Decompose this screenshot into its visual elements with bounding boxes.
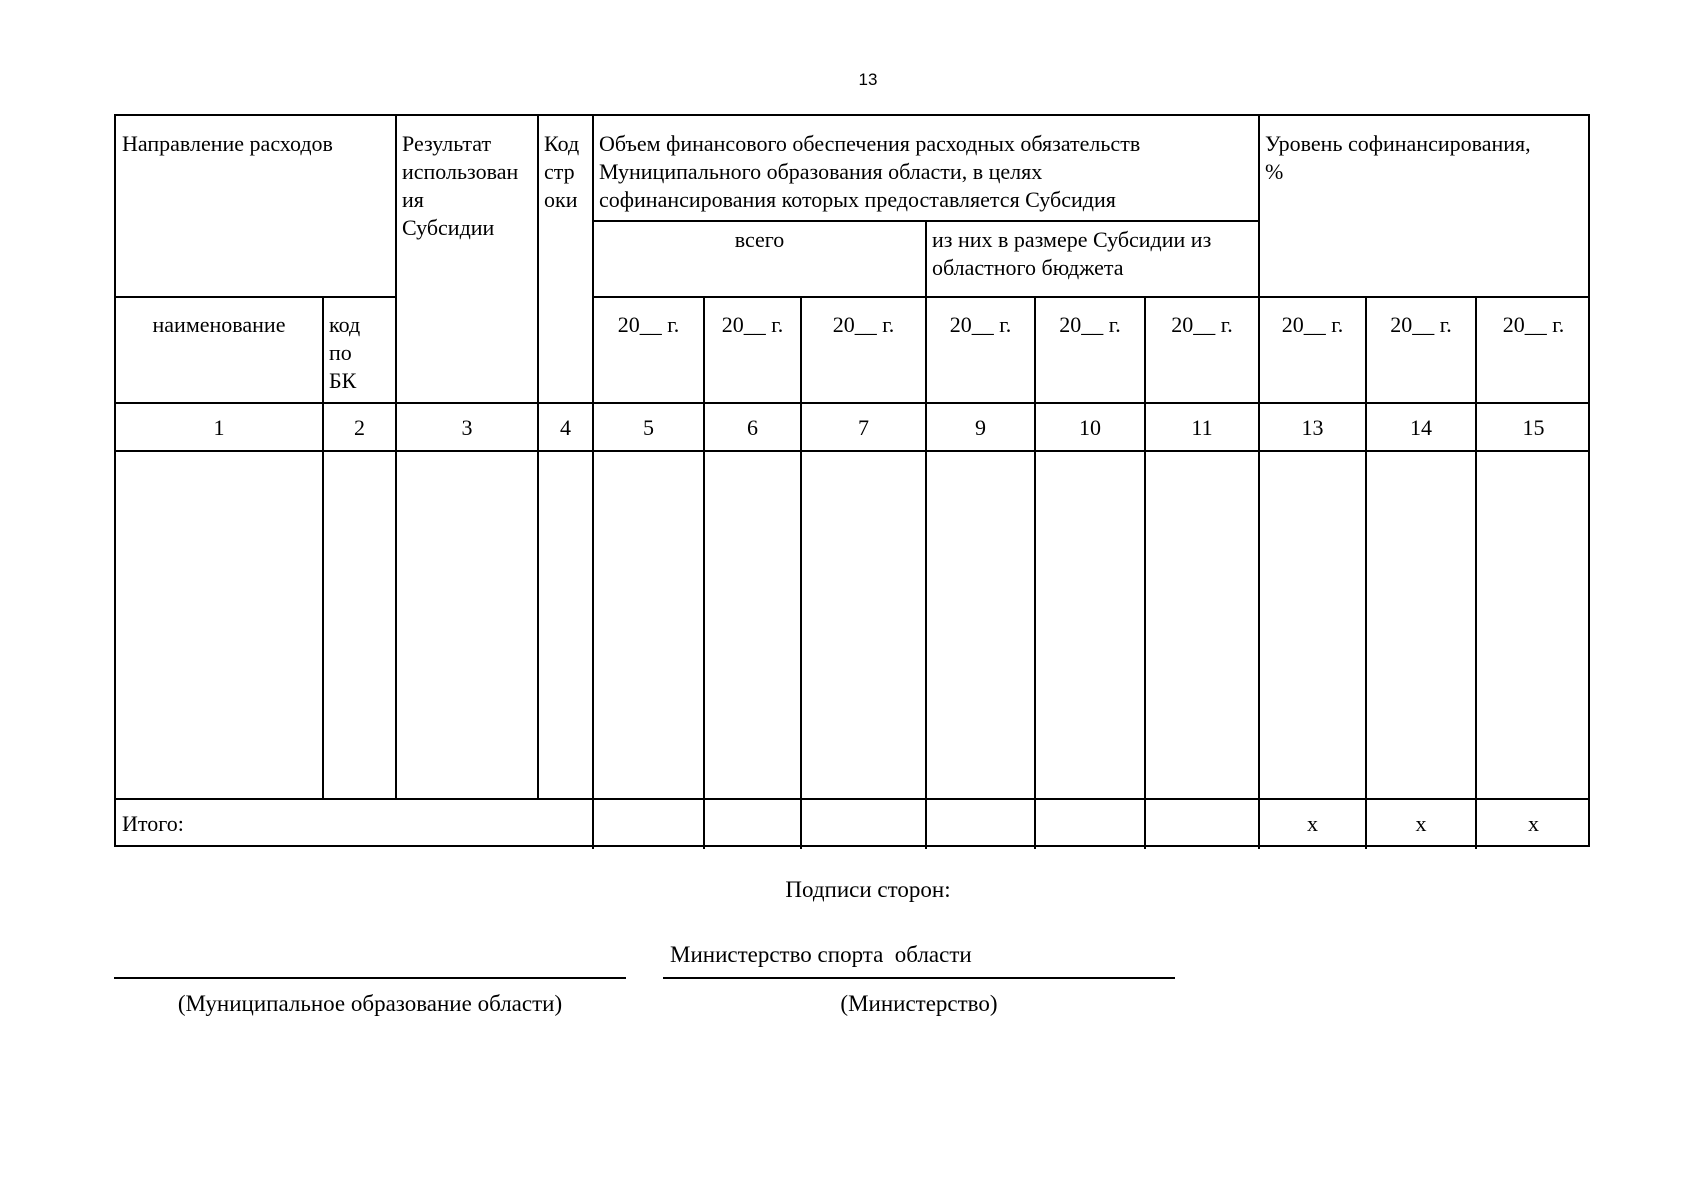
header-direction: Направление расходов (122, 131, 333, 156)
column-number: 14 (1410, 415, 1432, 440)
ministry-name: Министерство спорта области (670, 942, 972, 967)
header-year: 20__ г. (1281, 312, 1344, 337)
column-number: 9 (975, 415, 986, 440)
column-number: 5 (643, 415, 654, 440)
column-number: 10 (1079, 415, 1101, 440)
header-year: 20__ г. (721, 312, 784, 337)
line-h-total (116, 798, 1590, 800)
signature-line-municipality (114, 977, 626, 979)
header-year: 20__ г. (1171, 312, 1233, 337)
header-result: Результат использован ия Субсидии (402, 131, 519, 240)
line-v-col6 (703, 297, 705, 849)
header-total-sub: всего (734, 227, 785, 252)
header-year: 20__ г. (1390, 312, 1452, 337)
column-number: 13 (1301, 415, 1324, 440)
signatures-heading: Подписи сторон: (785, 877, 951, 902)
header-name: наименование (152, 312, 286, 337)
line-v-bk (322, 297, 324, 798)
column-number: 2 (354, 415, 365, 440)
line-h-years-right (592, 296, 1590, 298)
header-year: 20__ г. (949, 312, 1012, 337)
line-h-numbers-bottom (116, 450, 1590, 452)
column-number: 6 (747, 415, 758, 440)
ministry-caption: (Министерство) (840, 991, 998, 1016)
line-v-col10 (1034, 297, 1036, 849)
total-level-mark: х (1307, 811, 1318, 836)
page-number: 13 (858, 70, 878, 89)
line-v-col11 (1144, 297, 1146, 849)
total-level-mark: х (1528, 811, 1539, 836)
header-year: 20__ г. (617, 312, 680, 337)
line-v-linecode (537, 116, 539, 798)
column-number: 15 (1522, 415, 1545, 440)
line-v-col15 (1475, 297, 1477, 849)
line-h-numbers-top (116, 402, 1590, 404)
line-h-years-left (116, 296, 397, 298)
header-year: 20__ г. (832, 312, 895, 337)
header-year: 20__ г. (1502, 312, 1565, 337)
column-number: 1 (213, 415, 225, 440)
column-number: 3 (461, 415, 473, 440)
total-level-mark: х (1415, 811, 1427, 836)
municipality-caption: (Муниципальное образование области) (177, 991, 563, 1016)
line-v-level (1258, 116, 1260, 849)
column-number: 11 (1191, 415, 1213, 440)
header-line-code: Код стр оки (544, 131, 580, 212)
line-v-result (395, 116, 397, 798)
column-number: 7 (858, 415, 869, 440)
line-v-col7 (800, 297, 802, 849)
header-subsidy-sub: из них в размере Субсидии из областного бюджета (932, 227, 1212, 280)
column-number: 4 (560, 415, 571, 440)
total-label: Итого: (122, 811, 184, 836)
header-level: Уровень софинансирования, % (1265, 131, 1531, 184)
header-bk-code: код по БК (329, 312, 361, 393)
header-year: 20__ г. (1059, 312, 1121, 337)
line-v-col14 (1365, 297, 1367, 849)
subsidy-table (114, 114, 1590, 847)
line-h-volume-sub (592, 220, 1260, 222)
signature-line-ministry (663, 977, 1175, 979)
header-volume: Объем финансового обеспечения расходных обязательств Муниципального образования области, в целях софинансирования которых предоставляется Субсидия (599, 131, 1141, 212)
